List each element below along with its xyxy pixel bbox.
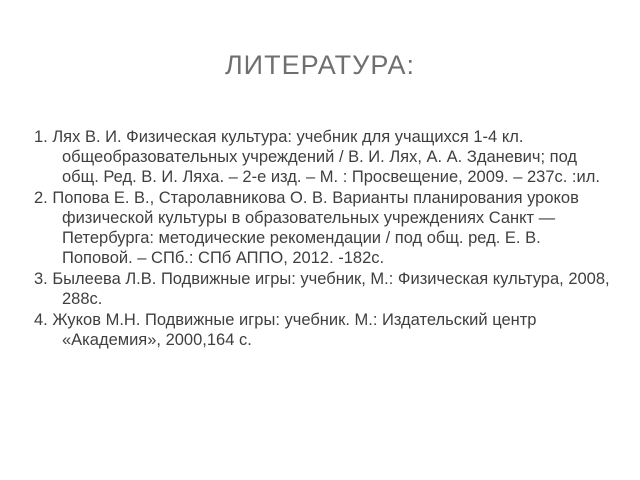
- slide-title: ЛИТЕРАТУРА:: [224, 50, 416, 80]
- reference-item-1: 1. Лях В. И. Физическая культура: учебник для учащихся 1-4 кл. общеобразовательных учреждений / В. И. Лях, А. А. Зданевич; под общ. Ред. В. И. Ляха. – 2-е изд. – М. : Просвещение, 2009. – 237с. :ил.: [34, 128, 600, 186]
- reference-item-2: 2. Попова Е. В., Старолавникова О. В. Варианты планирования уроков физической культуры в образовательных учреждениях Санкт — Петербурга: методические рекомендации / под общ. ред. Е. В. Поповой. – СПб.: СПб АППО, 2012. -182с.: [34, 189, 579, 267]
- reference-item-3: 3. Былеева Л.В. Подвижные игры: учебник, М.: Физическая культура, 2008, 288с.: [34, 270, 610, 308]
- reference-item-4: 4. Жуков М.Н. Подвижные игры: учебник. М.: Издательский центр «Академия», 2000,164 с.: [34, 311, 537, 349]
- reference-list: [34, 127, 614, 351]
